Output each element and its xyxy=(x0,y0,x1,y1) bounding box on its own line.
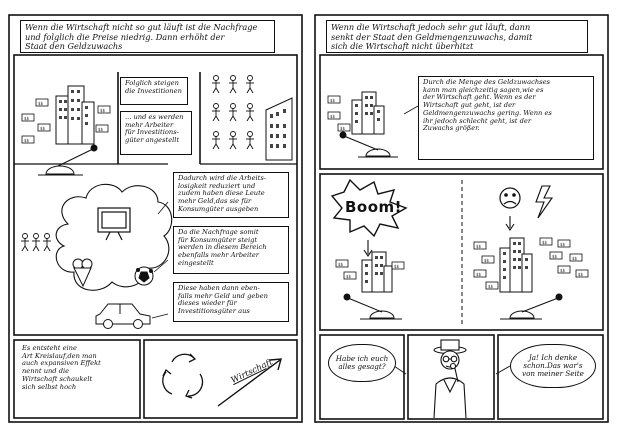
svg-text:$$: $$ xyxy=(552,254,558,259)
svg-text:$$: $$ xyxy=(338,262,344,267)
caption-top-left: Wenn die Wirtschaft nicht so gut läuft ist die Nachfrage und folglich die Preise niedrig. Dann erhöht der Staat den Geldzuwachs xyxy=(20,20,275,53)
worker-figures-grid xyxy=(212,76,254,150)
svg-text:$$: $$ xyxy=(24,116,30,121)
television-icon xyxy=(98,208,130,240)
speech-bubble-question: Habe ich euch alles gesagt? xyxy=(328,344,396,382)
svg-text:$$: $$ xyxy=(340,126,346,131)
svg-text:$$: $$ xyxy=(346,274,352,279)
svg-text:$$: $$ xyxy=(476,244,482,249)
building-skyline-left xyxy=(56,86,94,144)
svg-text:$$: $$ xyxy=(572,256,578,261)
svg-text:$$: $$ xyxy=(24,138,30,143)
caption-top-right: Wenn die Wirtschaft jedoch sehr gut läuft, dann senkt der Staat den Geldmengenzuwachs, damit sich die Wirtschaft nicht überhitzt xyxy=(326,20,588,53)
svg-text:$$: $$ xyxy=(542,240,548,245)
cycle-arrows-icon xyxy=(163,354,203,398)
caption-geben: Diese haben dann eben- falls mehr Geld und geben dieses wieder für Investitionsgüter aus xyxy=(173,282,289,322)
caption-kreislauf: Es entsteht eine Art Kreislauf,den man auch expansiven Effekt nennt und die Wirtschaft schaukelt sich selbst hoch xyxy=(18,343,136,415)
consumer-figures xyxy=(21,234,51,252)
factory-building xyxy=(266,98,292,160)
svg-text:$$: $$ xyxy=(394,264,400,269)
arrow-label-wirtschaft: Wirtschaft xyxy=(229,357,275,386)
panel-kreislauf-art xyxy=(144,340,297,418)
money-lever-icon-boom xyxy=(344,294,402,319)
soccer-ball-icon xyxy=(135,267,153,285)
money-lever-icon-sad xyxy=(500,294,562,319)
person-with-hat-icon xyxy=(434,340,466,418)
caption-investitionen: Folglich steigen die Investitionen xyxy=(120,77,188,105)
caption-arbeiter: ... und es werden mehr Arbeiter für Investitions- güter angestellt xyxy=(120,111,192,155)
svg-text:$$: $$ xyxy=(330,114,336,119)
building-skyline-sad xyxy=(500,238,532,292)
svg-text:$$: $$ xyxy=(578,272,584,277)
svg-text:$$: $$ xyxy=(560,268,566,273)
svg-text:$$: $$ xyxy=(488,284,494,289)
boom-exclamation: Boom! xyxy=(345,198,403,216)
svg-text:$$: $$ xyxy=(330,98,336,103)
caption-konsumgueter: Da die Nachfrage somit für Konsumgüter steigt werden in diesem Bereich ebenfalls mehr Arbeiter eingestellt xyxy=(173,226,289,274)
svg-text:$$: $$ xyxy=(100,108,106,113)
money-lever-icon-top xyxy=(340,132,398,157)
caption-menge: Durch die Menge des Geldzuwachses kann man gleichzeitig sagen,wie es der Wirtschaft geht. Wenn es der Wirtschaft gut geht, ist der Geldmengenzuwachs gering. Wenn es ihr jedoch schlecht geht, ist der Zuwachs größer. xyxy=(418,76,594,160)
svg-text:$$: $$ xyxy=(476,272,482,277)
money-lever-icon xyxy=(38,145,97,175)
svg-text:$$: $$ xyxy=(98,127,104,132)
comic-page-right xyxy=(314,14,609,423)
comic-page-left xyxy=(8,14,303,423)
car-icon xyxy=(96,304,150,329)
thought-cloud xyxy=(56,184,172,290)
svg-text:$$: $$ xyxy=(484,258,490,263)
caption-arbeitslosigkeit: Dadurch wird die Arbeits- losigkeit reduziert und zudem haben diese Leute mehr Geld,das sie für Konsumgüter ausgeben xyxy=(173,172,289,218)
svg-text:$$: $$ xyxy=(40,126,46,131)
speech-bubble-answer: Ja! Ich denke schon.Das war's von meiner Seite xyxy=(510,344,596,388)
lightning-icon xyxy=(536,186,552,218)
sad-face-icon xyxy=(500,188,520,208)
svg-text:$$: $$ xyxy=(38,101,44,106)
svg-text:$$: $$ xyxy=(560,242,566,247)
